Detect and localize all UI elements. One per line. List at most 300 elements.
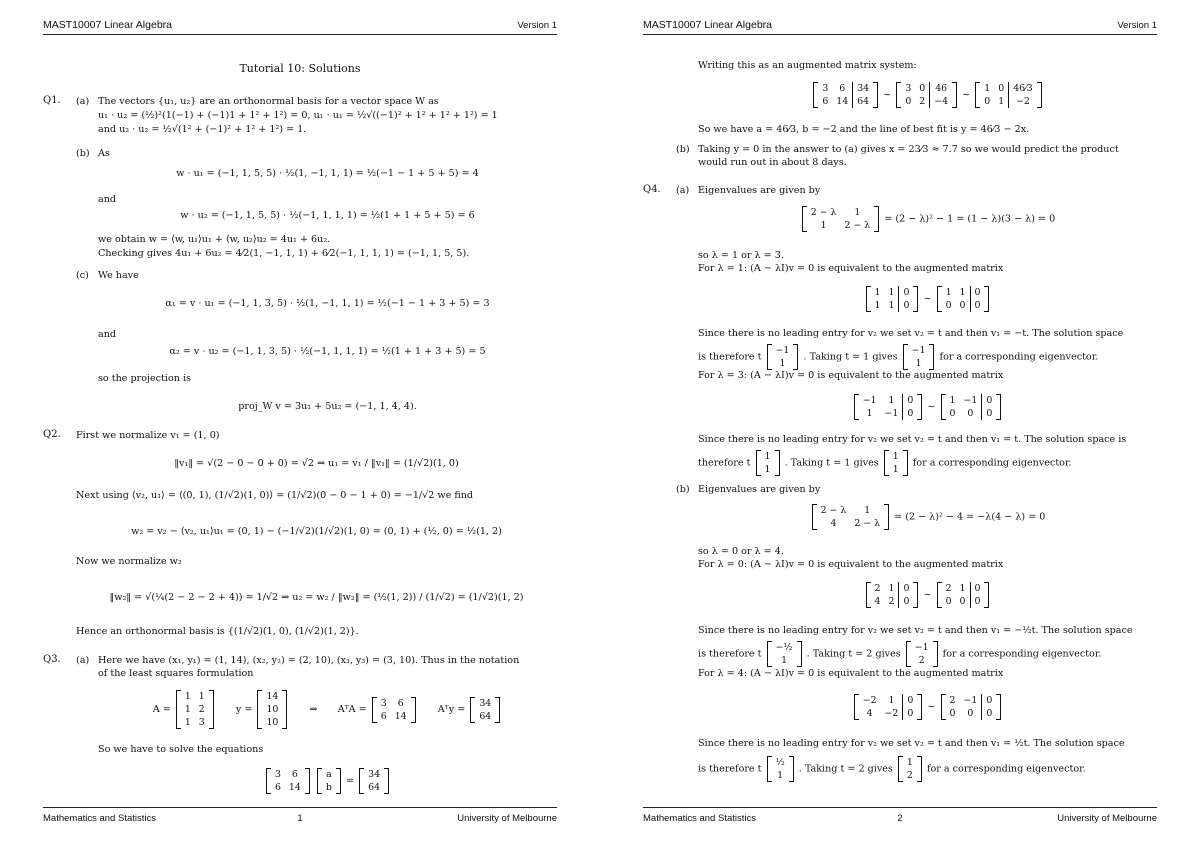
det-matrix-a xyxy=(802,206,879,232)
q1b-label: (b) xyxy=(76,148,90,159)
matrix-entry: 1 xyxy=(866,408,873,419)
matrix-entry: 0 xyxy=(982,407,996,420)
matrix-entry: 0 xyxy=(967,708,974,719)
matrix-entry: 1 xyxy=(779,358,786,369)
matrix-entry: 1 xyxy=(874,300,881,311)
matrix-entry: 1 xyxy=(892,464,899,475)
matrix-entry: 1 xyxy=(874,287,881,298)
matrix-entries xyxy=(377,697,411,723)
q4b-char-eq xyxy=(698,504,1157,530)
q4a-l3-s2 xyxy=(698,450,1072,476)
matrix-entry: 1 xyxy=(198,691,205,702)
matrix-entries xyxy=(889,450,903,476)
q4b-l4-reduction xyxy=(698,694,1157,720)
q3a-text2: of the least squares formulation xyxy=(98,668,254,679)
q3a-label: (a) xyxy=(76,655,90,666)
right-bracket xyxy=(952,82,957,108)
eigenvector xyxy=(903,344,935,370)
aug-matrix-2 xyxy=(896,82,957,108)
q4b-l4: For λ = 4: (A − λI)v = 0 is equivalent to the augmented matrix xyxy=(698,668,1004,679)
right-bracket xyxy=(996,694,1001,720)
right-bracket xyxy=(917,756,922,782)
matrix-entry: −1 xyxy=(963,395,978,406)
matrix-entry: 0 xyxy=(984,96,991,107)
page-footer xyxy=(643,807,1157,826)
matrix-entry: 0 xyxy=(970,299,984,312)
q1b-check: Checking gives 4u₁ + 6u₂ = 4⁄2(1, −1, 1, 1) + 6⁄2(−1, 1, 1, 1) = (−1, 1, 5, 5). xyxy=(98,248,470,259)
det-matrix-b xyxy=(812,504,889,530)
matrix-entry: 14 xyxy=(836,96,849,107)
matrix-entry: 2 xyxy=(906,770,913,781)
matrix-entries xyxy=(946,394,997,420)
det-rhs-b: = (2 − λ)² − 4 = −λ(4 − λ) = 0 xyxy=(894,511,1046,523)
footer-dept: Mathematics and Statistics xyxy=(43,813,156,824)
footer-dept: Mathematics and Statistics xyxy=(643,813,756,824)
text: for a corresponding eigenvector. xyxy=(912,457,1072,469)
matrix-entry: −1 xyxy=(884,408,899,419)
q1c-and: and xyxy=(98,329,117,340)
matrix-entry: 0 xyxy=(970,286,984,299)
matrix-entry: 6 xyxy=(397,697,404,709)
version-label: Version 1 xyxy=(517,20,557,31)
matrix-entry: 14 xyxy=(266,691,279,702)
text: for a corresponding eigenvector. xyxy=(939,351,1099,363)
q1b-as: As xyxy=(98,148,110,159)
q4b-so: so λ = 0 or λ = 4. xyxy=(698,546,784,557)
matrix-entry: −2 xyxy=(884,708,899,719)
q4b-l4-s1: Since there is no leading entry for v₂ we set v₂ = t and then v₁ = ½t. The solution space xyxy=(698,738,1125,749)
right-bracket xyxy=(1037,82,1042,108)
aug-matrix xyxy=(941,694,1002,720)
matrix-entry: 3 xyxy=(274,769,281,780)
q3-matrices-row xyxy=(98,690,557,729)
right-bracket xyxy=(336,768,341,794)
matrix-entries xyxy=(772,756,789,782)
matrix-entries xyxy=(859,694,918,720)
matrix-entry: 34 xyxy=(479,697,492,709)
matrix-entry: −1 xyxy=(914,642,929,653)
q1b-and: and xyxy=(98,194,117,205)
q4b-l0-s1: Since there is no leading entry for v₂ we set v₂ = t and then v₁ = −½t. The solution space xyxy=(698,625,1133,636)
matrix-entry: 2 − λ xyxy=(854,518,881,529)
q3b-text2: would run out in about 8 days. xyxy=(698,157,847,168)
matrix-entry: 2 xyxy=(888,596,895,607)
q1c-eq2: α₂ = v · u₂ = (−1, 1, 3, 5) · ½(−1, 1, 1, 1) = ½(1 + 1 + 3 + 5) = 5 xyxy=(169,346,486,357)
q2-next: Next using ⟨v₂, u₁⟩ = ⟨(0, 1), (1/√2)(1, 0)⟩ = (1/√2)(0 − 0 − 1 + 0) = −1/√2 we find xyxy=(76,490,474,501)
q4b-l0-s2 xyxy=(698,641,1101,667)
matrix-entry: −2 xyxy=(1009,95,1037,108)
q3-result: So we have a = 46⁄3, b = −2 and the line of best fit is y = 46⁄3 − 2x. xyxy=(698,124,1030,135)
q2-eq1: ‖v₁‖ = √(2 − 0 − 0 + 0) = √2 ⇒ u₁ = v₁ / ‖v₁‖ = (1/√2)(1, 0) xyxy=(174,458,459,469)
matrix-entry: 64 xyxy=(368,782,381,793)
right-bracket xyxy=(209,690,214,729)
matrix-entry: 0 xyxy=(899,286,913,299)
tilde-symbol: ∼ xyxy=(962,89,971,101)
text: therefore t xyxy=(698,457,751,469)
q1c-so: so the projection is xyxy=(98,373,191,384)
tilde-symbol: ∼ xyxy=(927,701,936,713)
q4-label: Q4. xyxy=(643,184,661,195)
matrix-entry: 0 xyxy=(899,595,913,608)
matrix-entry: 46 xyxy=(930,82,952,95)
matrix-entry: 3 xyxy=(380,697,387,709)
matrix-entry: 0 xyxy=(967,408,974,419)
q1c-have: We have xyxy=(98,270,139,281)
right-bracket xyxy=(789,756,794,782)
right-bracket xyxy=(411,697,416,723)
matrix-A xyxy=(176,690,214,729)
right-bracket xyxy=(775,450,780,476)
matrix-entry: 2 xyxy=(919,96,926,107)
q4a-eig: Eigenvalues are given by xyxy=(698,185,821,196)
text: for a corresponding eigenvector. xyxy=(926,763,1086,775)
matrix-entry: 1 xyxy=(945,287,952,298)
matrix-entries xyxy=(871,286,914,312)
q1b-eq1: w · u₁ = (−1, 1, 5, 5) · ½(1, −1, 1, 1) = ½(−1 − 1 + 5 + 5) = 4 xyxy=(176,168,479,179)
matrix-entry: 1 xyxy=(959,583,966,594)
text: is therefore t xyxy=(698,763,762,775)
vector-ATy-2 xyxy=(359,768,389,794)
matrix-entry: −1 xyxy=(911,345,926,356)
q2-hence: Hence an orthonormal basis is {(1/√2)(1, 0), (1/√2)(1, 2)}. xyxy=(76,626,359,637)
equals-symbol: = xyxy=(346,775,355,787)
q1c-label: (c) xyxy=(76,270,89,281)
page-number: 2 xyxy=(897,813,903,824)
matrix-entry: 0 xyxy=(905,96,912,107)
right-bracket xyxy=(282,690,287,729)
matrix-entry: 1 xyxy=(184,704,191,715)
matrix-entries xyxy=(772,344,794,370)
eigenvector xyxy=(898,756,922,782)
matrix-entry: 0 xyxy=(949,708,956,719)
footer-university: University of Melbourne xyxy=(457,813,557,824)
right-bracket xyxy=(884,504,889,530)
matrix-entry: 14 xyxy=(394,710,407,722)
matrix-entry: a xyxy=(326,769,332,780)
matrix-entry: 10 xyxy=(266,704,279,715)
matrix-entry: 1 xyxy=(984,83,991,94)
q4a-l1-s1: Since there is no leading entry for v₂ we set v₂ = t and then v₁ = −t. The solution space xyxy=(698,328,1124,339)
q3b-text1: Taking y = 0 in the answer to (a) gives x = 23⁄3 ≈ 7.7 so we would predict the product xyxy=(698,144,1119,155)
q3-writing: Writing this as an augmented matrix system: xyxy=(698,60,917,71)
course-title: MAST10007 Linear Algebra xyxy=(643,19,772,31)
matrix-entry: 1 xyxy=(781,655,788,666)
matrix-entries xyxy=(942,582,985,608)
page-2 xyxy=(600,0,1200,849)
right-bracket xyxy=(874,206,879,232)
vector-y xyxy=(257,690,287,729)
page-header xyxy=(43,18,557,35)
right-bracket xyxy=(984,286,989,312)
text: for a corresponding eigenvector. xyxy=(942,648,1102,660)
matrix-entry: 1 xyxy=(892,451,899,462)
right-bracket xyxy=(797,641,802,667)
q4a-so: so λ = 1 or λ = 3. xyxy=(698,250,784,261)
q2-now: Now we normalize w₂ xyxy=(76,556,182,567)
eigenvector xyxy=(906,641,938,667)
matrix-entry: ½ xyxy=(775,757,785,768)
text: . Taking t = 1 gives xyxy=(803,351,898,363)
q4b-label: (b) xyxy=(676,484,690,495)
matrix-entry: 0 xyxy=(903,707,917,720)
matrix-entry: 1 xyxy=(888,695,895,706)
q4a-char-eq xyxy=(698,206,1157,232)
matrix-entry: −1 xyxy=(775,345,790,356)
matrix-entries xyxy=(908,344,930,370)
matrix-entry: 4 xyxy=(866,708,873,719)
aug-matrix-1 xyxy=(813,82,878,108)
matrix-entry: 1 xyxy=(998,96,1005,107)
right-bracket xyxy=(933,641,938,667)
q2-eq3: ‖w₂‖ = √(¼(2 − 2 − 2 + 4)) = 1/√2 ⇒ u₂ = w₂ / ‖w₂‖ = (½(1, 2)) / (1/√2) = (1/√2)(1, 2) xyxy=(109,592,524,603)
matrix-entry: 0 xyxy=(998,83,1005,94)
matrix-entries xyxy=(772,641,797,667)
vector-ATy xyxy=(470,697,500,723)
q1b-obtain: we obtain w = ⟨w, u₁⟩u₁ + ⟨w, u₂⟩u₂ = 4u₁ + 6u₂. xyxy=(98,234,331,245)
matrix-entry: 3 xyxy=(905,83,912,94)
matrix-entry: 0 xyxy=(970,595,984,608)
matrix-entries xyxy=(475,697,495,723)
matrix-entry: 0 xyxy=(949,408,956,419)
matrix-entry: 6 xyxy=(380,710,387,722)
matrix-entry: 64 xyxy=(853,95,873,108)
aug-matrix xyxy=(941,394,1002,420)
matrix-entries xyxy=(817,504,884,530)
matrix-entry: 0 xyxy=(970,582,984,595)
aug-matrix xyxy=(937,582,990,608)
q4a-l1-s2 xyxy=(698,344,1098,370)
implies-symbol: ⇒ xyxy=(309,704,318,715)
matrix-entries xyxy=(859,394,918,420)
right-bracket xyxy=(793,344,798,370)
vector-ab xyxy=(317,768,341,794)
q4a-l1-reduction xyxy=(698,286,1157,312)
tilde-symbol: ∼ xyxy=(923,589,932,601)
right-bracket xyxy=(929,344,934,370)
matrix-entry: 2 xyxy=(949,695,956,706)
q3-augmented-reduction xyxy=(698,82,1157,108)
right-bracket xyxy=(913,582,918,608)
matrix-entry: −½ xyxy=(775,642,793,653)
q4b-l0: For λ = 0: (A − λI)v = 0 is equivalent to the augmented matrix xyxy=(698,559,1004,570)
tilde-symbol: ∼ xyxy=(923,293,932,305)
footer-university: University of Melbourne xyxy=(1057,813,1157,824)
matrix-entry: 4 xyxy=(874,596,881,607)
matrix-entry: −1 xyxy=(963,695,978,706)
matrix-entry: 1 xyxy=(864,505,871,516)
matrix-entry: 10 xyxy=(266,717,279,728)
q4a-l3-s1: Since there is no leading entry for v₂ we set v₂ = t and then v₁ = t. The solution space is xyxy=(698,434,1127,445)
matrix-entry: 2 xyxy=(945,583,952,594)
y-label: y = xyxy=(235,704,253,715)
matrix-entries xyxy=(262,690,282,729)
q2-intro: First we normalize v₁ = (1, 0) xyxy=(76,430,220,441)
page-number: 1 xyxy=(297,813,303,824)
q2-label: Q2. xyxy=(43,429,61,440)
matrix-entries xyxy=(181,690,209,729)
right-bracket xyxy=(917,394,922,420)
q3-solve: So we have to solve the equations xyxy=(98,744,264,755)
right-bracket xyxy=(984,582,989,608)
version-label: Version 1 xyxy=(1117,20,1157,31)
matrix-entry: 1 xyxy=(764,464,771,475)
matrix-ATA-2 xyxy=(266,768,310,794)
matrix-entry: 1 xyxy=(764,451,771,462)
matrix-entry: 1 xyxy=(915,358,922,369)
matrix-entry: 0 xyxy=(959,300,966,311)
matrix-entry: 6 xyxy=(822,96,829,107)
q2-eq2: w₂ = v₂ − ⟨v₂, u₁⟩u₁ = (0, 1) − (−1/√2)(1/√2)(1, 0) = (0, 1) + (½, 0) = ½(1, 2) xyxy=(131,526,502,537)
matrix-entries xyxy=(271,768,305,794)
matrix-entry: 64 xyxy=(479,710,492,722)
matrix-entries xyxy=(942,286,985,312)
matrix-entry: 0 xyxy=(945,596,952,607)
right-bracket xyxy=(917,694,922,720)
q4a-l3: For λ = 3: (A − λI)v = 0 is equivalent to the augmented matrix xyxy=(698,370,1004,381)
matrix-entry: 4 xyxy=(830,518,837,529)
matrix-entry: −4 xyxy=(930,95,952,108)
matrix-entry: 2 xyxy=(874,583,881,594)
text: . Taking t = 2 gives xyxy=(798,763,893,775)
matrix-entry: 1 xyxy=(888,287,895,298)
q1b-eq2: w · u₂ = (−1, 1, 5, 5) · ½(−1, 1, 1, 1) = ½(1 + 1 + 5 + 5) = 6 xyxy=(180,210,475,221)
solution-vector xyxy=(767,344,799,370)
solution-vector xyxy=(767,641,802,667)
ATA-label: AᵀA = xyxy=(337,704,367,715)
course-title: MAST10007 Linear Algebra xyxy=(43,19,172,31)
q4a-l1: For λ = 1: (A − λI)v = 0 is equivalent to the augmented matrix xyxy=(698,263,1004,274)
matrix-entry: 1 xyxy=(184,717,191,728)
matrix-entry: 1 xyxy=(888,583,895,594)
matrix-entry: 1 xyxy=(777,770,784,781)
right-bracket xyxy=(873,82,878,108)
q1a-eq2: and u₂ · u₂ = ½√(1² + (−1)² + 1² + 1²) = 1. xyxy=(98,124,307,135)
matrix-entries xyxy=(911,641,933,667)
matrix-entry: 46⁄3 xyxy=(1009,82,1037,95)
matrix-entry: 1 xyxy=(888,395,895,406)
q4b-l0-reduction xyxy=(698,582,1157,608)
matrix-ATA xyxy=(372,697,416,723)
matrix-entry: 2 − λ xyxy=(810,207,837,218)
q1-label: Q1. xyxy=(43,95,61,106)
q4a-l3-reduction xyxy=(698,394,1157,420)
matrix-entry: 0 xyxy=(903,407,917,420)
matrix-entry: b xyxy=(325,782,332,793)
matrix-entries xyxy=(761,450,775,476)
matrix-entry: 0 xyxy=(982,694,996,707)
matrix-entry: 6 xyxy=(274,782,281,793)
matrix-entry: 0 xyxy=(982,394,996,407)
matrix-entry: 2 − λ xyxy=(820,505,847,516)
text: . Taking t = 2 gives xyxy=(806,648,901,660)
aug-matrix-3 xyxy=(975,82,1041,108)
q1a-text: The vectors {u₁, u₂} are an orthonormal basis for a vector space W as xyxy=(98,96,439,107)
matrix-entries xyxy=(901,82,952,108)
matrix-entry: 0 xyxy=(945,300,952,311)
matrix-entry: 3 xyxy=(198,717,205,728)
matrix-entries xyxy=(980,82,1036,108)
matrix-entry: 2 xyxy=(918,655,925,666)
matrix-entry: 0 xyxy=(899,299,913,312)
ATy-label: Aᵀy = xyxy=(437,704,466,715)
matrix-entries xyxy=(807,206,874,232)
solution-vector xyxy=(767,756,794,782)
q1c-eq1: α₁ = v · u₁ = (−1, 1, 3, 5) · ½(1, −1, 1, 1) = ½(−1 − 1 + 3 + 5) = 3 xyxy=(165,298,490,309)
matrix-entry: 1 xyxy=(184,691,191,702)
matrix-entry: 0 xyxy=(919,83,926,94)
matrix-entry: 1 xyxy=(854,207,861,218)
tilde-symbol: ∼ xyxy=(927,401,936,413)
matrix-entries xyxy=(364,768,384,794)
page-header xyxy=(643,18,1157,35)
matrix-entries xyxy=(322,768,336,794)
q4b-eig: Eigenvalues are given by xyxy=(698,484,821,495)
matrix-entry: 1 xyxy=(949,395,956,406)
matrix-entries xyxy=(903,756,917,782)
matrix-entry: 0 xyxy=(959,596,966,607)
matrix-entry: 3 xyxy=(822,83,829,94)
matrix-entry: 2 − λ xyxy=(844,220,871,231)
matrix-entry: 34 xyxy=(853,82,873,95)
right-bracket xyxy=(384,768,389,794)
q3a-text1: Here we have (x₁, y₁) = (1, 14), (x₂, y₂) = (2, 10), (x₃, y₃) = (3, 10). Thus in the notation xyxy=(98,655,520,666)
text: . Taking t = 1 gives xyxy=(784,457,879,469)
matrix-entry: 6 xyxy=(291,769,298,780)
matrix-entry: 1 xyxy=(820,220,827,231)
A-label: A = xyxy=(152,704,171,715)
text: is therefore t xyxy=(698,351,762,363)
det-rhs-a: = (2 − λ)² − 1 = (1 − λ)(3 − λ) = 0 xyxy=(884,213,1056,225)
aug-matrix xyxy=(854,394,923,420)
page-footer xyxy=(43,807,557,826)
q4a-label: (a) xyxy=(676,185,690,196)
matrix-entry: 0 xyxy=(899,582,913,595)
matrix-entry: 0 xyxy=(982,707,996,720)
matrix-entry: 0 xyxy=(903,394,917,407)
q4b-l4-s2 xyxy=(698,756,1086,782)
matrix-entry: 2 xyxy=(198,704,205,715)
matrix-entry: 1 xyxy=(906,757,913,768)
matrix-entries xyxy=(871,582,914,608)
right-bracket xyxy=(913,286,918,312)
matrix-entry: −1 xyxy=(862,395,877,406)
eigenvector xyxy=(884,450,908,476)
q1a-eq1: u₁ · u₂ = (½)²(1(−1) + (−1)1 + 1² + 1²) = 0, u₁ · u₁ = ½√((−1)² + 1² + 1² + 1²) = 1 xyxy=(98,110,498,121)
aug-matrix xyxy=(866,582,919,608)
solution-vector xyxy=(756,450,780,476)
aug-matrix xyxy=(854,694,923,720)
aug-matrix xyxy=(937,286,990,312)
text: is therefore t xyxy=(698,648,762,660)
q3b-label: (b) xyxy=(676,144,690,155)
aug-matrix xyxy=(866,286,919,312)
matrix-entry: 6 xyxy=(839,83,846,94)
q1c-eq3: proj_W v = 3u₁ + 5u₂ = (−1, 1, 4, 4). xyxy=(238,401,417,412)
right-bracket xyxy=(305,768,310,794)
matrix-entry: 1 xyxy=(959,287,966,298)
q3-label: Q3. xyxy=(43,654,61,665)
right-bracket xyxy=(996,394,1001,420)
page-title: Tutorial 10: Solutions xyxy=(239,62,361,75)
q3-normal-equations xyxy=(98,768,557,794)
matrix-entry: 14 xyxy=(288,782,301,793)
q1a-label: (a) xyxy=(76,96,90,107)
tilde-symbol: ∼ xyxy=(883,89,892,101)
matrix-entry: 1 xyxy=(888,300,895,311)
matrix-entry: −2 xyxy=(862,695,877,706)
matrix-entries xyxy=(946,694,997,720)
matrix-entries xyxy=(818,82,873,108)
